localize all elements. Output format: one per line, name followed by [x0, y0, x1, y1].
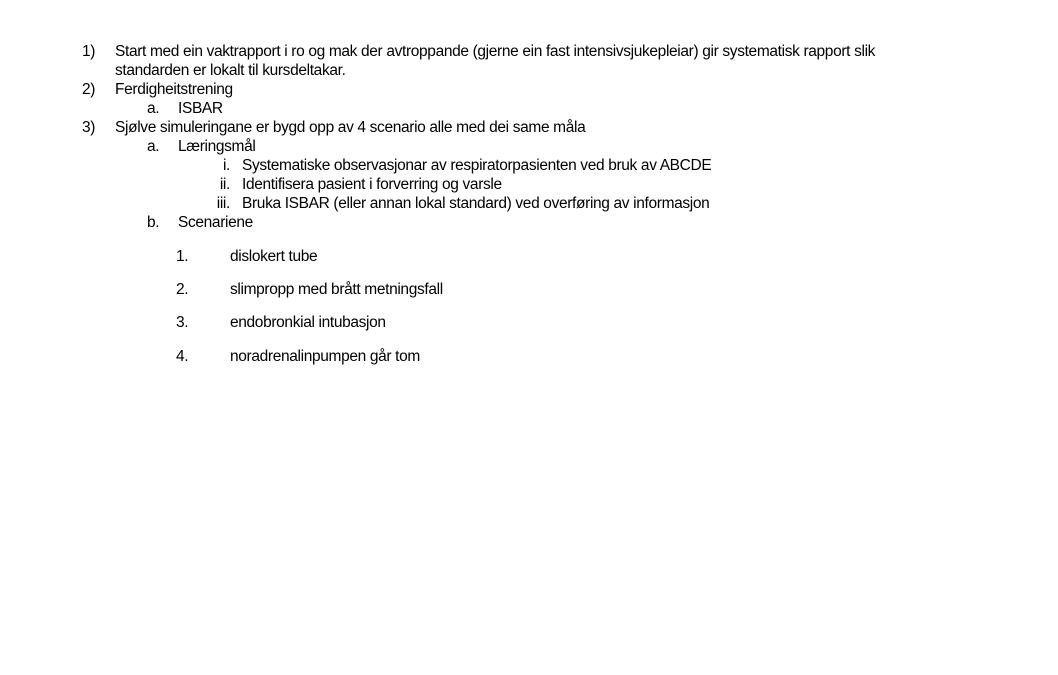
scenario-text: slimpropp med brått metningsfall — [230, 281, 443, 298]
scenario-marker: 1. — [176, 248, 189, 265]
sublist-item-text: Scenariene — [178, 214, 253, 231]
sublist-item-text: ISBAR — [178, 100, 223, 117]
scenario-text: dislokert tube — [230, 248, 318, 265]
list-marker: 2) — [82, 81, 96, 98]
learning-goal-text: Identifisera pasient i forverring og varsle — [242, 176, 502, 193]
learning-goal-text: Systematiske observasjonar av respiratorpasienten ved bruk av ABCDE — [242, 157, 712, 174]
sublist-item-text: Læringsmål — [178, 138, 256, 155]
list-item-text-continued: standarden er lokalt til kursdeltakar. — [115, 62, 346, 79]
scenario-text: endobronkial intubasjon — [230, 314, 386, 331]
roman-marker: ii. — [219, 176, 230, 193]
list-marker: 3) — [82, 119, 96, 136]
sublist-marker: b. — [147, 214, 160, 231]
learning-goal-text: Bruka ISBAR (eller annan lokal standard) ved overføring av informasjon — [242, 195, 710, 212]
list-item-text: Ferdigheitstrening — [115, 81, 233, 98]
list-item-text: Sjølve simuleringane er bygd opp av 4 scenario alle med dei same måla — [115, 119, 586, 136]
list-item-text: Start med ein vaktrapport i ro og mak der avtroppande (gjerne ein fast intensivsjukepleiar) gir systematisk rapport slik — [115, 43, 876, 60]
sublist-marker: a. — [147, 100, 160, 117]
scenario-text: noradrenalinpumpen går tom — [230, 348, 420, 365]
scenario-marker: 4. — [176, 348, 189, 365]
roman-marker: iii. — [216, 195, 230, 212]
scenario-marker: 2. — [176, 281, 189, 298]
scenario-marker: 3. — [176, 314, 189, 331]
roman-marker: i. — [222, 157, 230, 174]
sublist-marker: a. — [147, 138, 160, 155]
list-marker: 1) — [82, 43, 96, 60]
